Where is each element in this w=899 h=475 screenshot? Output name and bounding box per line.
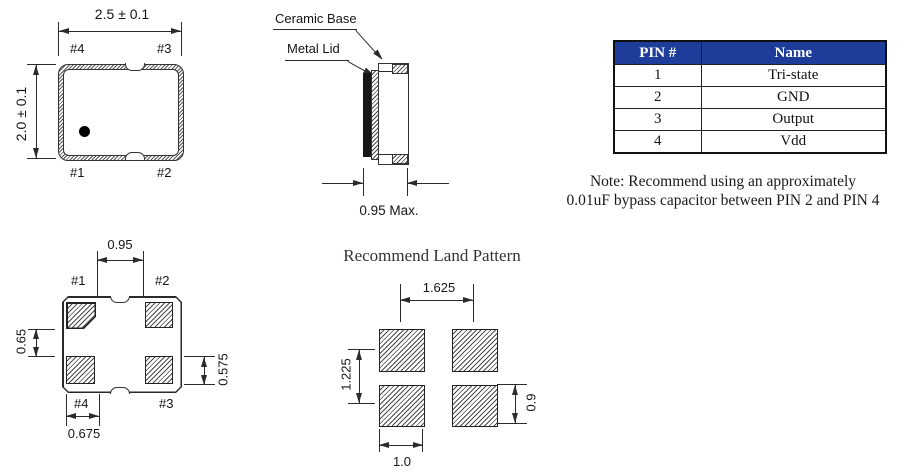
- pin-label-1: #1: [70, 165, 85, 180]
- ext-line: [379, 429, 380, 452]
- note-line-2: 0.01uF bypass capacitor between PIN 2 and PIN 4: [566, 191, 880, 209]
- pin-label-2: #2: [157, 165, 172, 180]
- ext-line: [473, 284, 474, 322]
- dim-land-pad-height-label: 0.9: [523, 393, 539, 412]
- dim-pad-width-label: 0.675: [67, 426, 101, 441]
- dim-thickness-label: 0.95 Max.: [359, 203, 419, 218]
- pin-number: 1: [614, 65, 701, 87]
- dim-pad-gap-y-label: 0.65: [13, 328, 29, 355]
- ext-line: [422, 429, 423, 452]
- pin-label-1: #1: [71, 273, 86, 288]
- dim-pad-height-label: 0.575: [215, 353, 231, 386]
- pin-label-3: #3: [159, 396, 174, 411]
- pin-label-4: #4: [70, 41, 85, 56]
- pin-label-2: #2: [155, 273, 170, 288]
- dim-arrow: [512, 413, 518, 423]
- land-pad-top-left: [379, 329, 425, 372]
- dim-arrow: [356, 393, 362, 403]
- pin-number: 2: [614, 87, 701, 109]
- pin-table-header-name: Name: [701, 41, 886, 65]
- dim-arrow: [356, 350, 362, 360]
- pin-table-header-pin: PIN #: [614, 41, 701, 65]
- dim-arrow: [463, 297, 473, 303]
- dim-width-label: 2.5 ± 0.1: [94, 6, 150, 22]
- metal-lid-label: Metal Lid: [287, 41, 340, 56]
- dim-pitch-x-label: 1.625: [422, 280, 456, 295]
- land-pad-bottom-right: [452, 385, 498, 427]
- note-line-1: Note: Recommend using an approximately: [589, 173, 857, 190]
- pin-name: Tri-state: [701, 65, 886, 87]
- land-pattern-title: Recommend Land Pattern: [343, 246, 521, 265]
- land-pad-bottom-left: [379, 385, 425, 427]
- dim-arrow: [512, 385, 518, 395]
- pin-name: Output: [701, 109, 886, 131]
- dim-arrow: [400, 297, 410, 303]
- land-pad-top-right: [452, 329, 498, 372]
- dim-arrow: [379, 442, 389, 448]
- dim-arrow: [413, 442, 423, 448]
- ceramic-base-label: Ceramic Base: [275, 11, 357, 26]
- pin-number: 4: [614, 131, 701, 154]
- bottom-edge-notch: [110, 387, 130, 394]
- bottom-edge-notch: [125, 152, 145, 160]
- ext-line: [497, 423, 527, 424]
- pin-name: GND: [701, 87, 886, 109]
- ext-line: [400, 284, 401, 322]
- dim-land-pad-width-label: 1.0: [392, 454, 412, 469]
- pin-label-3: #3: [157, 41, 172, 56]
- pin1-index-dot: [79, 126, 90, 137]
- dim-height-label: 2.0 ± 0.1: [13, 86, 29, 142]
- pin-number: 3: [614, 109, 701, 131]
- pin-label-4: #4: [74, 396, 89, 411]
- dim-pad-gap-x-label: 0.95: [107, 237, 133, 252]
- pin-name: Vdd: [701, 131, 886, 154]
- dim-pitch-y-label: 1.225: [338, 358, 354, 391]
